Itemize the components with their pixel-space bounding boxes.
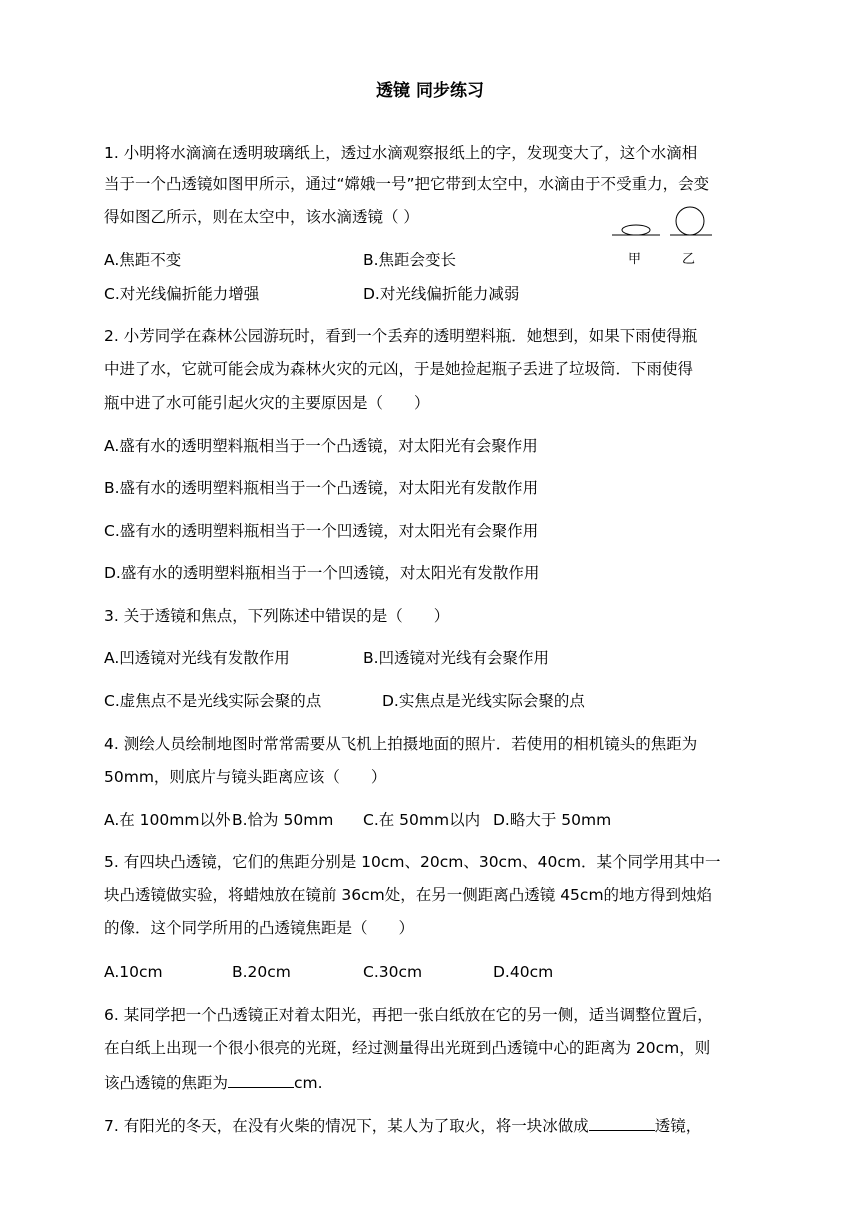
q7-line-1 <box>104 1114 701 1137</box>
figure-label-yi: 乙 <box>682 252 696 267</box>
q3-option-a: A.凹透镜对光线有发散作用 <box>104 649 290 667</box>
q4-option-b: B.恰为 50mm <box>232 811 334 829</box>
q5-line-2: 块凸透镜做实验，将蜡烛放在镜前 36cm处，在另一侧距离凸透镜 45cm的地方得到烛焰 <box>104 886 713 904</box>
q4-option-d: D.略大于 50mm <box>493 811 612 829</box>
q1-option-d: D.对光线偏折能力减弱 <box>363 285 520 303</box>
q4-option-c: C.在 50mm以内 <box>363 811 481 829</box>
water-drop-figure <box>608 200 718 270</box>
q3-option-d: D.实焦点是光线实际会聚的点 <box>382 692 585 710</box>
q5-option-a: A.10cm <box>104 963 163 981</box>
q1-option-a: A.焦距不变 <box>104 251 182 269</box>
q1-line-2: 当于一个凸透镜如图甲所示，通过“嫦娥一号”把它带到太空中，水滴由于不受重力，会变 <box>104 175 710 193</box>
q4-line-1: 4. 测绘人员绘制地图时常常需要从飞机上拍摄地面的照片．若使用的相机镜头的焦距为 <box>104 735 698 753</box>
water-drop-diagram <box>608 200 718 244</box>
q2-option-c: C.盛有水的透明塑料瓶相当于一个凹透镜，对太阳光有会聚作用 <box>104 522 539 540</box>
q2-line-1: 2. 小芳同学在森林公园游玩时，看到一个丢弃的透明塑料瓶．她想到，如果下雨使得瓶 <box>104 327 698 345</box>
q1-option-b: B.焦距会变长 <box>363 251 457 269</box>
q5-option-d: D.40cm <box>493 963 554 981</box>
q2-option-a: A.盛有水的透明塑料瓶相当于一个凸透镜，对太阳光有会聚作用 <box>104 437 538 455</box>
q2-line-2: 中进了水，它就可能会成为森林火灾的元凶，于是她捡起瓶子丢进了垃圾筒．下雨使得 <box>104 360 694 378</box>
q1-line-1: 1. 小明将水滴滴在透明玻璃纸上，透过水滴观察报纸上的字，发现变大了，这个水滴相 <box>104 144 698 162</box>
q7-answer-blank[interactable] <box>589 1114 655 1131</box>
q4-option-a: A.在 100mm以外 <box>104 811 231 829</box>
q5-option-b: B.20cm <box>232 963 291 981</box>
q3-option-c: C.虚焦点不是光线实际会聚的点 <box>104 692 322 710</box>
q7-prefix: 7. 有阳光的冬天，在没有火柴的情况下，某人为了取火，将一块冰做成 <box>104 1117 589 1135</box>
q6-line-3 <box>104 1071 323 1094</box>
q3-option-b: B.凹透镜对光线有会聚作用 <box>363 649 550 667</box>
q2-option-b: B.盛有水的透明塑料瓶相当于一个凸透镜，对太阳光有发散作用 <box>104 479 539 497</box>
q1-option-c: C.对光线偏折能力增强 <box>104 285 260 303</box>
round-drop-shape <box>676 207 704 235</box>
q2-option-d: D.盛有水的透明塑料瓶相当于一个凹透镜，对太阳光有发散作用 <box>104 564 540 582</box>
q6-line-3-prefix: 该凸透镜的焦距为 <box>104 1074 229 1092</box>
flat-drop-shape <box>622 225 650 235</box>
q5-option-c: C.30cm <box>363 963 423 981</box>
q1-line-3: 得如图乙所示，则在太空中，该水滴透镜（ ） <box>104 208 419 226</box>
page-title: 透镜 同步练习 <box>376 81 484 101</box>
q3-line-1: 3. 关于透镜和焦点，下列陈述中错误的是（ ） <box>104 607 450 625</box>
q6-line-1: 6. 某同学把一个凸透镜正对着太阳光，再把一张白纸放在它的另一侧，适当调整位置后， <box>104 1006 713 1024</box>
q6-line-2: 在白纸上出现一个很小很亮的光斑，经过测量得出光斑到凸透镜中心的距离为 20cm，则 <box>104 1039 711 1057</box>
q2-line-3: 瓶中进了水可能引起火灾的主要原因是（ ） <box>104 394 430 412</box>
figure-label-jia: 甲 <box>628 252 642 267</box>
q4-line-2: 50mm，则底片与镜头距离应该（ ） <box>104 768 387 786</box>
q6-answer-blank[interactable] <box>228 1071 294 1088</box>
q6-line-3-suffix: cm. <box>294 1074 323 1092</box>
q5-line-1: 5. 有四块凸透镜，它们的焦距分别是 10cm、20cm、30cm、40cm．某个同学用其中一 <box>104 853 721 871</box>
q7-suffix: 透镜， <box>654 1117 702 1135</box>
q5-line-3: 的像．这个同学所用的凸透镜焦距是（ ） <box>104 919 415 937</box>
